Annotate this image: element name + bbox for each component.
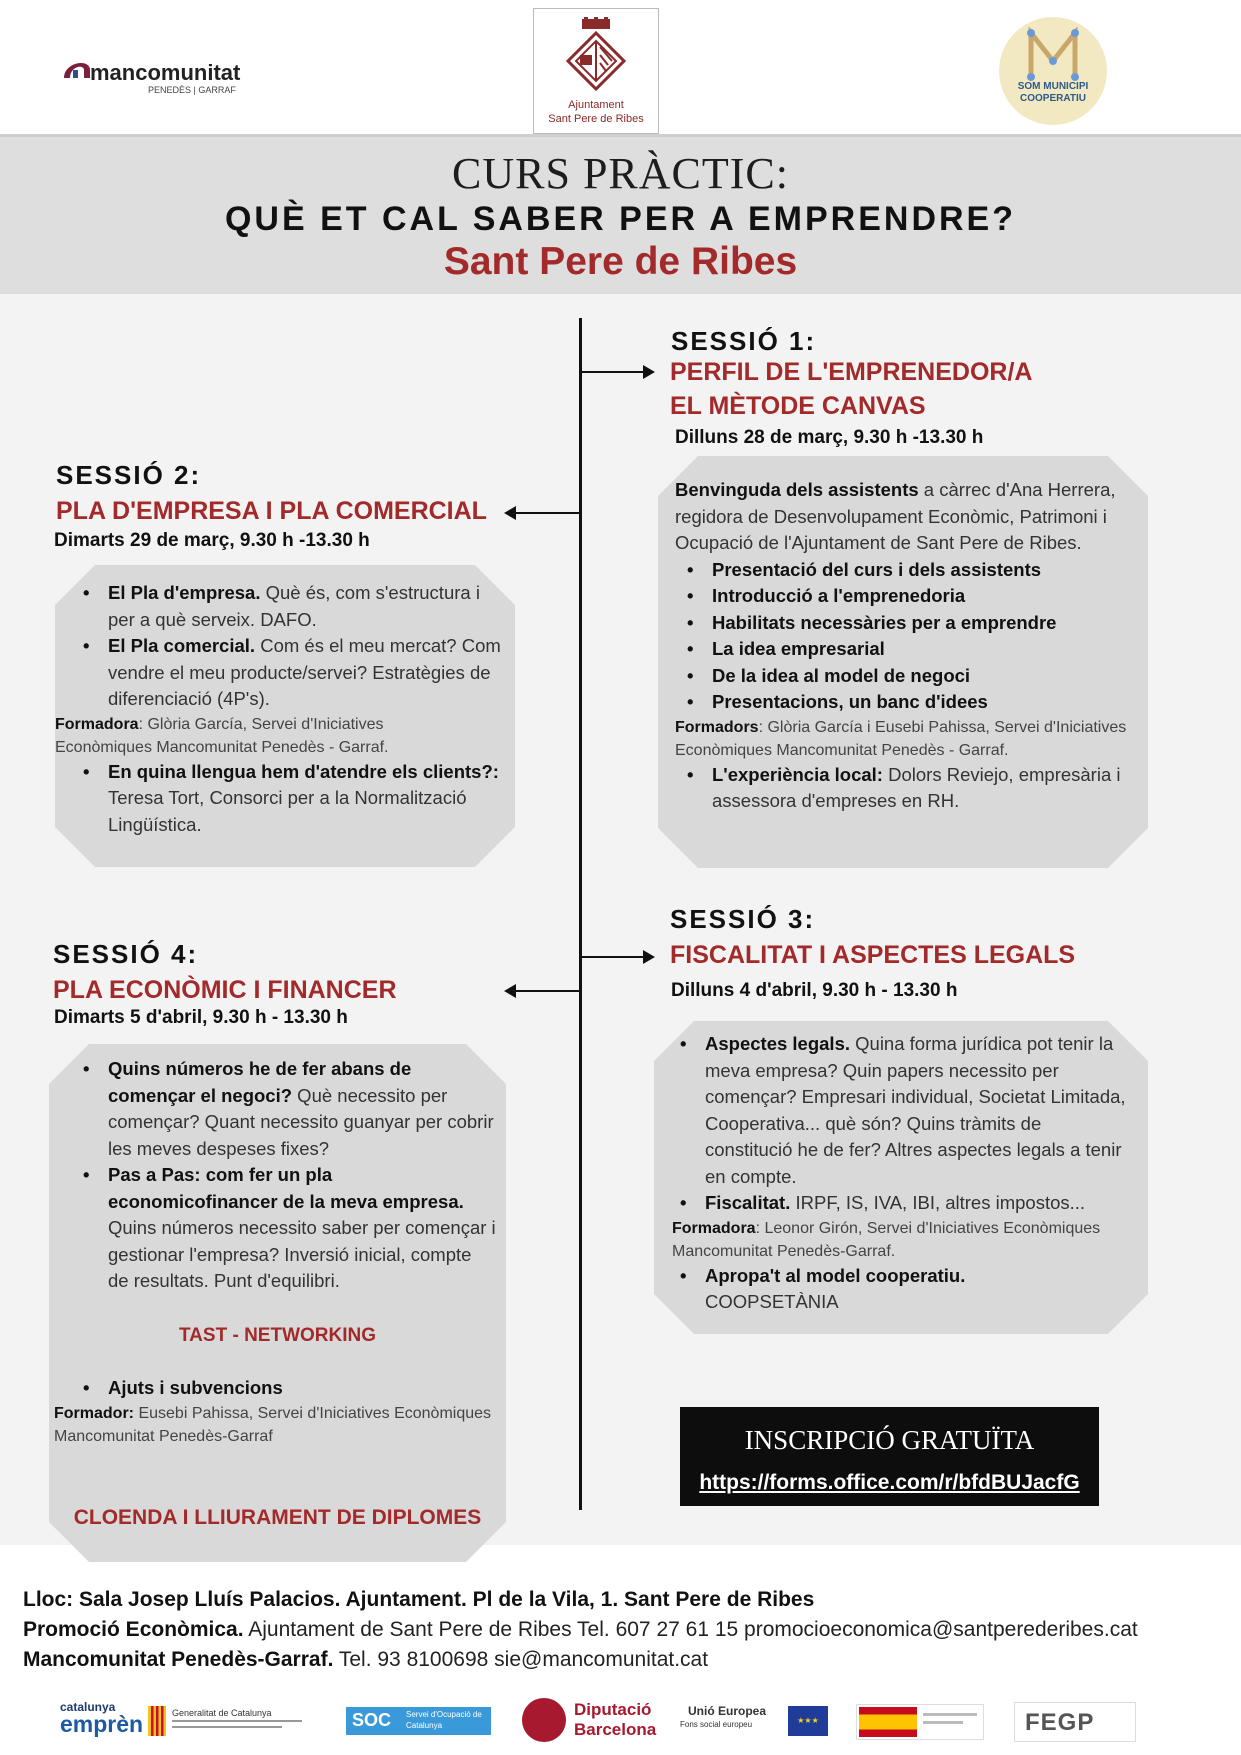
eu-flag-icon: ★★★ [788, 1706, 828, 1736]
soc-logo-sub: Servei d'Ocupació de Catalunya [406, 1710, 482, 1730]
registration-title: INSCRIPCIÓ GRATUÏTA [744, 1425, 1035, 1455]
catalunya-empren-logo [60, 1700, 144, 1737]
ministry-lines [923, 1721, 963, 1724]
mancomunitat-logo-sub: PENEDÈS | GARRAF [148, 85, 236, 95]
session2-item-language: • En quina llengua hem d'atendre els clients?: Teresa Tort, Consorci per a la Normalització Lingüística. [75, 759, 510, 839]
session4-trainer: Formador: Eusebi Pahissa, Servei d'Iniciatives Econòmiques Mancomunitat Penedès-Garraf [54, 1404, 492, 1445]
session4-date: Dimarts 5 d'abril, 9.30 h - 13.30 h [54, 1007, 348, 1028]
mancomunitat-logo-name: mancomunitat [90, 60, 241, 85]
generalitat-line [172, 1726, 282, 1728]
coat-of-arms-icon [564, 17, 628, 99]
diputacio-logo [522, 1698, 662, 1744]
session3-arrow-icon [581, 956, 653, 958]
som-municipi-line2: COOPERATIU [1020, 93, 1086, 104]
session3-item-tax: • Fiscalitat. IRPF, IS, IVA, IBI, altres impostos... [672, 1190, 1132, 1217]
som-municipi-logo [999, 17, 1107, 125]
catalunya-empren-line1: catalunya [60, 1700, 116, 1714]
session1-label: SESSIÓ 1: [671, 326, 817, 356]
session4-title: PLA ECONÒMIC I FINANCER [53, 976, 397, 1004]
diputacio-seal-icon [522, 1698, 566, 1742]
session4-item-step-by-step: • Pas a Pas: com fer un pla economicofinancer de la meva empresa. Quins números necessito saber per començar i gestionar l'empresa? Inversió inicial, compte de resultats. Punt d'equilibri. [75, 1162, 507, 1295]
session4-content [55, 1056, 507, 1295]
session4-grants [55, 1375, 495, 1448]
footer-place: Lloc: Sala Josep Lluís Palacios. Ajuntament. Pl de la Vila, 1. Sant Pere de Ribes [23, 1588, 815, 1611]
footer-promotion: Promoció Econòmica. Ajuntament de Sant Pere de Ribes Tel. 607 27 61 15 promocioeconomica@santperederibes.cat [23, 1618, 1138, 1641]
footer-mancomunitat: Mancomunitat Penedès-Garraf. Tel. 93 8100698 sie@mancomunitat.cat [23, 1648, 709, 1671]
network-m-icon [1023, 27, 1083, 83]
session1-item: • De la idea al model de negoci [679, 663, 1135, 690]
session2-item-commercial-plan: • El Pla comercial. Com és el meu mercat? Com vendre el meu producte/servei? Estratègies de diferenciació (4P's). [75, 633, 510, 713]
session1-items [679, 557, 1135, 716]
eu-logo [680, 1702, 830, 1742]
session1-item: • Presentacions, un banc d'idees [679, 689, 1135, 716]
eu-line2: Fons social europeu [680, 1720, 753, 1729]
session1-local-experience: • L'experiència local: Dolors Reviejo, empresària i assessora d'empreses en RH. [679, 762, 1135, 815]
fegp-text: FEGP [1025, 1709, 1095, 1736]
session1-item: • Presentació del curs i dels assistents [679, 557, 1135, 584]
timeline-line [579, 318, 582, 1510]
ajuntament-logo [533, 8, 659, 134]
session2-trainer: Formadora: Glòria García, Servei d'Iniciatives Econòmiques Mancomunitat Penedès - Garraf. [55, 715, 389, 756]
session1-title-line2: EL MÈTODE CANVAS [670, 392, 926, 420]
eu-line1: Unió Europea [688, 1704, 767, 1718]
session3-item-legal: • Aspectes legals. Quina forma jurídica pot tenir la meva empresa? Quin papers necessito per començar? Empresari individual, Societat Limitada, Cooperativa... què són? Quins tràmits de constitució he de fer? Altres aspectes legals a tenir en compte. [672, 1031, 1132, 1190]
session1-item: • Habilitats necessàries per a emprendre [679, 610, 1135, 637]
session4-label: SESSIÓ 4: [53, 939, 199, 969]
session3-trainer: Formadora: Leonor Girón, Servei d'Iniciatives Econòmiques Mancomunitat Penedès-Garraf. [672, 1219, 1101, 1260]
course-location: Sant Pere de Ribes [443, 240, 798, 283]
generalitat-line [172, 1720, 302, 1722]
session2-content [55, 580, 510, 838]
session3-label: SESSIÓ 3: [670, 904, 816, 934]
session3-content [672, 1031, 1132, 1316]
soc-logo-name: SOC [352, 1710, 392, 1730]
ajuntament-logo-line2: Sant Pere de Ribes [548, 113, 644, 125]
generalitat-text: Generalitat de Catalunya [172, 1708, 272, 1718]
session2-label: SESSIÓ 2: [56, 460, 202, 490]
session3-title: FISCALITAT I ASPECTES LEGALS [670, 941, 1076, 969]
catalunya-empren-line2: emprèn [60, 1711, 144, 1737]
session1-date: Dilluns 28 de març, 9.30 h -13.30 h [675, 427, 984, 448]
session2-item-business-plan: • El Pla d'empresa. Què és, com s'estructura i per a què serveix. DAFO. [75, 580, 510, 633]
session3-item-cooperative: • Apropa't al model cooperatiu. COOPSETÀNIA [672, 1263, 1132, 1316]
networking-label: TAST - NETWORKING [178, 1325, 376, 1346]
session2-date: Dimarts 29 de març, 9.30 h -13.30 h [54, 530, 370, 551]
session4-arrow-icon [506, 990, 579, 992]
session1-title-line1: PERFIL DE L'EMPRENEDOR/A [670, 358, 1033, 386]
session2-title: PLA D'EMPRESA I PLA COMERCIAL [56, 497, 487, 525]
ministry-lines [923, 1713, 977, 1716]
fegp-logo [1014, 1702, 1136, 1742]
session1-item: • La idea empresarial [679, 636, 1135, 663]
diputacio-line1: Diputació [574, 1700, 652, 1719]
session4-item-grants: • Ajuts i subvencions [75, 1375, 495, 1402]
session4-item-numbers: • Quins números he de fer abans de començar el negoci? Què necessito per començar? Quant necessito guanyar per cobrir les meves despeses fixes? [75, 1056, 507, 1162]
closing-ceremony: CLOENDA I LLIURAMENT DE DIPLOMES [73, 1506, 482, 1529]
diputacio-line2: Barcelona [574, 1720, 657, 1739]
mancomunitat-logo [60, 52, 240, 98]
session1-trainers: Formadors: Glòria García i Eusebi Pahissa, Servei d'Iniciatives Econòmiques Mancomunitat Penedès - Garraf. [675, 718, 1127, 759]
session3-date: Dilluns 4 d'abril, 9.30 h - 13.30 h [671, 980, 958, 1001]
ajuntament-logo-line1: Ajuntament [568, 99, 624, 111]
session1-intro: Benvinguda dels assistents a càrrec d'Ana Herrera, regidora de Desenvolupament Econòmic, Patrimoni i Ocupació de l'Ajuntament de Sant Pere de Ribes. [675, 479, 1116, 553]
generalitat-logo [148, 1706, 308, 1736]
spain-ministry-logo [856, 1704, 984, 1740]
session1-content [675, 477, 1135, 815]
mancomunitat-mark-icon [60, 52, 94, 86]
session1-item: • Introducció a l'emprenedoria [679, 583, 1135, 610]
senyera-icon [148, 1706, 166, 1736]
session2-arrow-icon [506, 512, 579, 514]
som-municipi-line1: SOM MUNICIPI [1017, 81, 1089, 92]
session1-arrow-icon [581, 371, 653, 373]
course-title: CURS PRÀCTIC: [452, 149, 789, 198]
spain-flag-icon [859, 1707, 917, 1737]
soc-logo [346, 1707, 491, 1735]
course-subtitle: QUÈ ET CAL SABER PER A EMPRENDRE? [224, 200, 1017, 238]
registration-link[interactable]: https://forms.office.com/r/bfdBUJacfG [699, 1471, 1080, 1494]
